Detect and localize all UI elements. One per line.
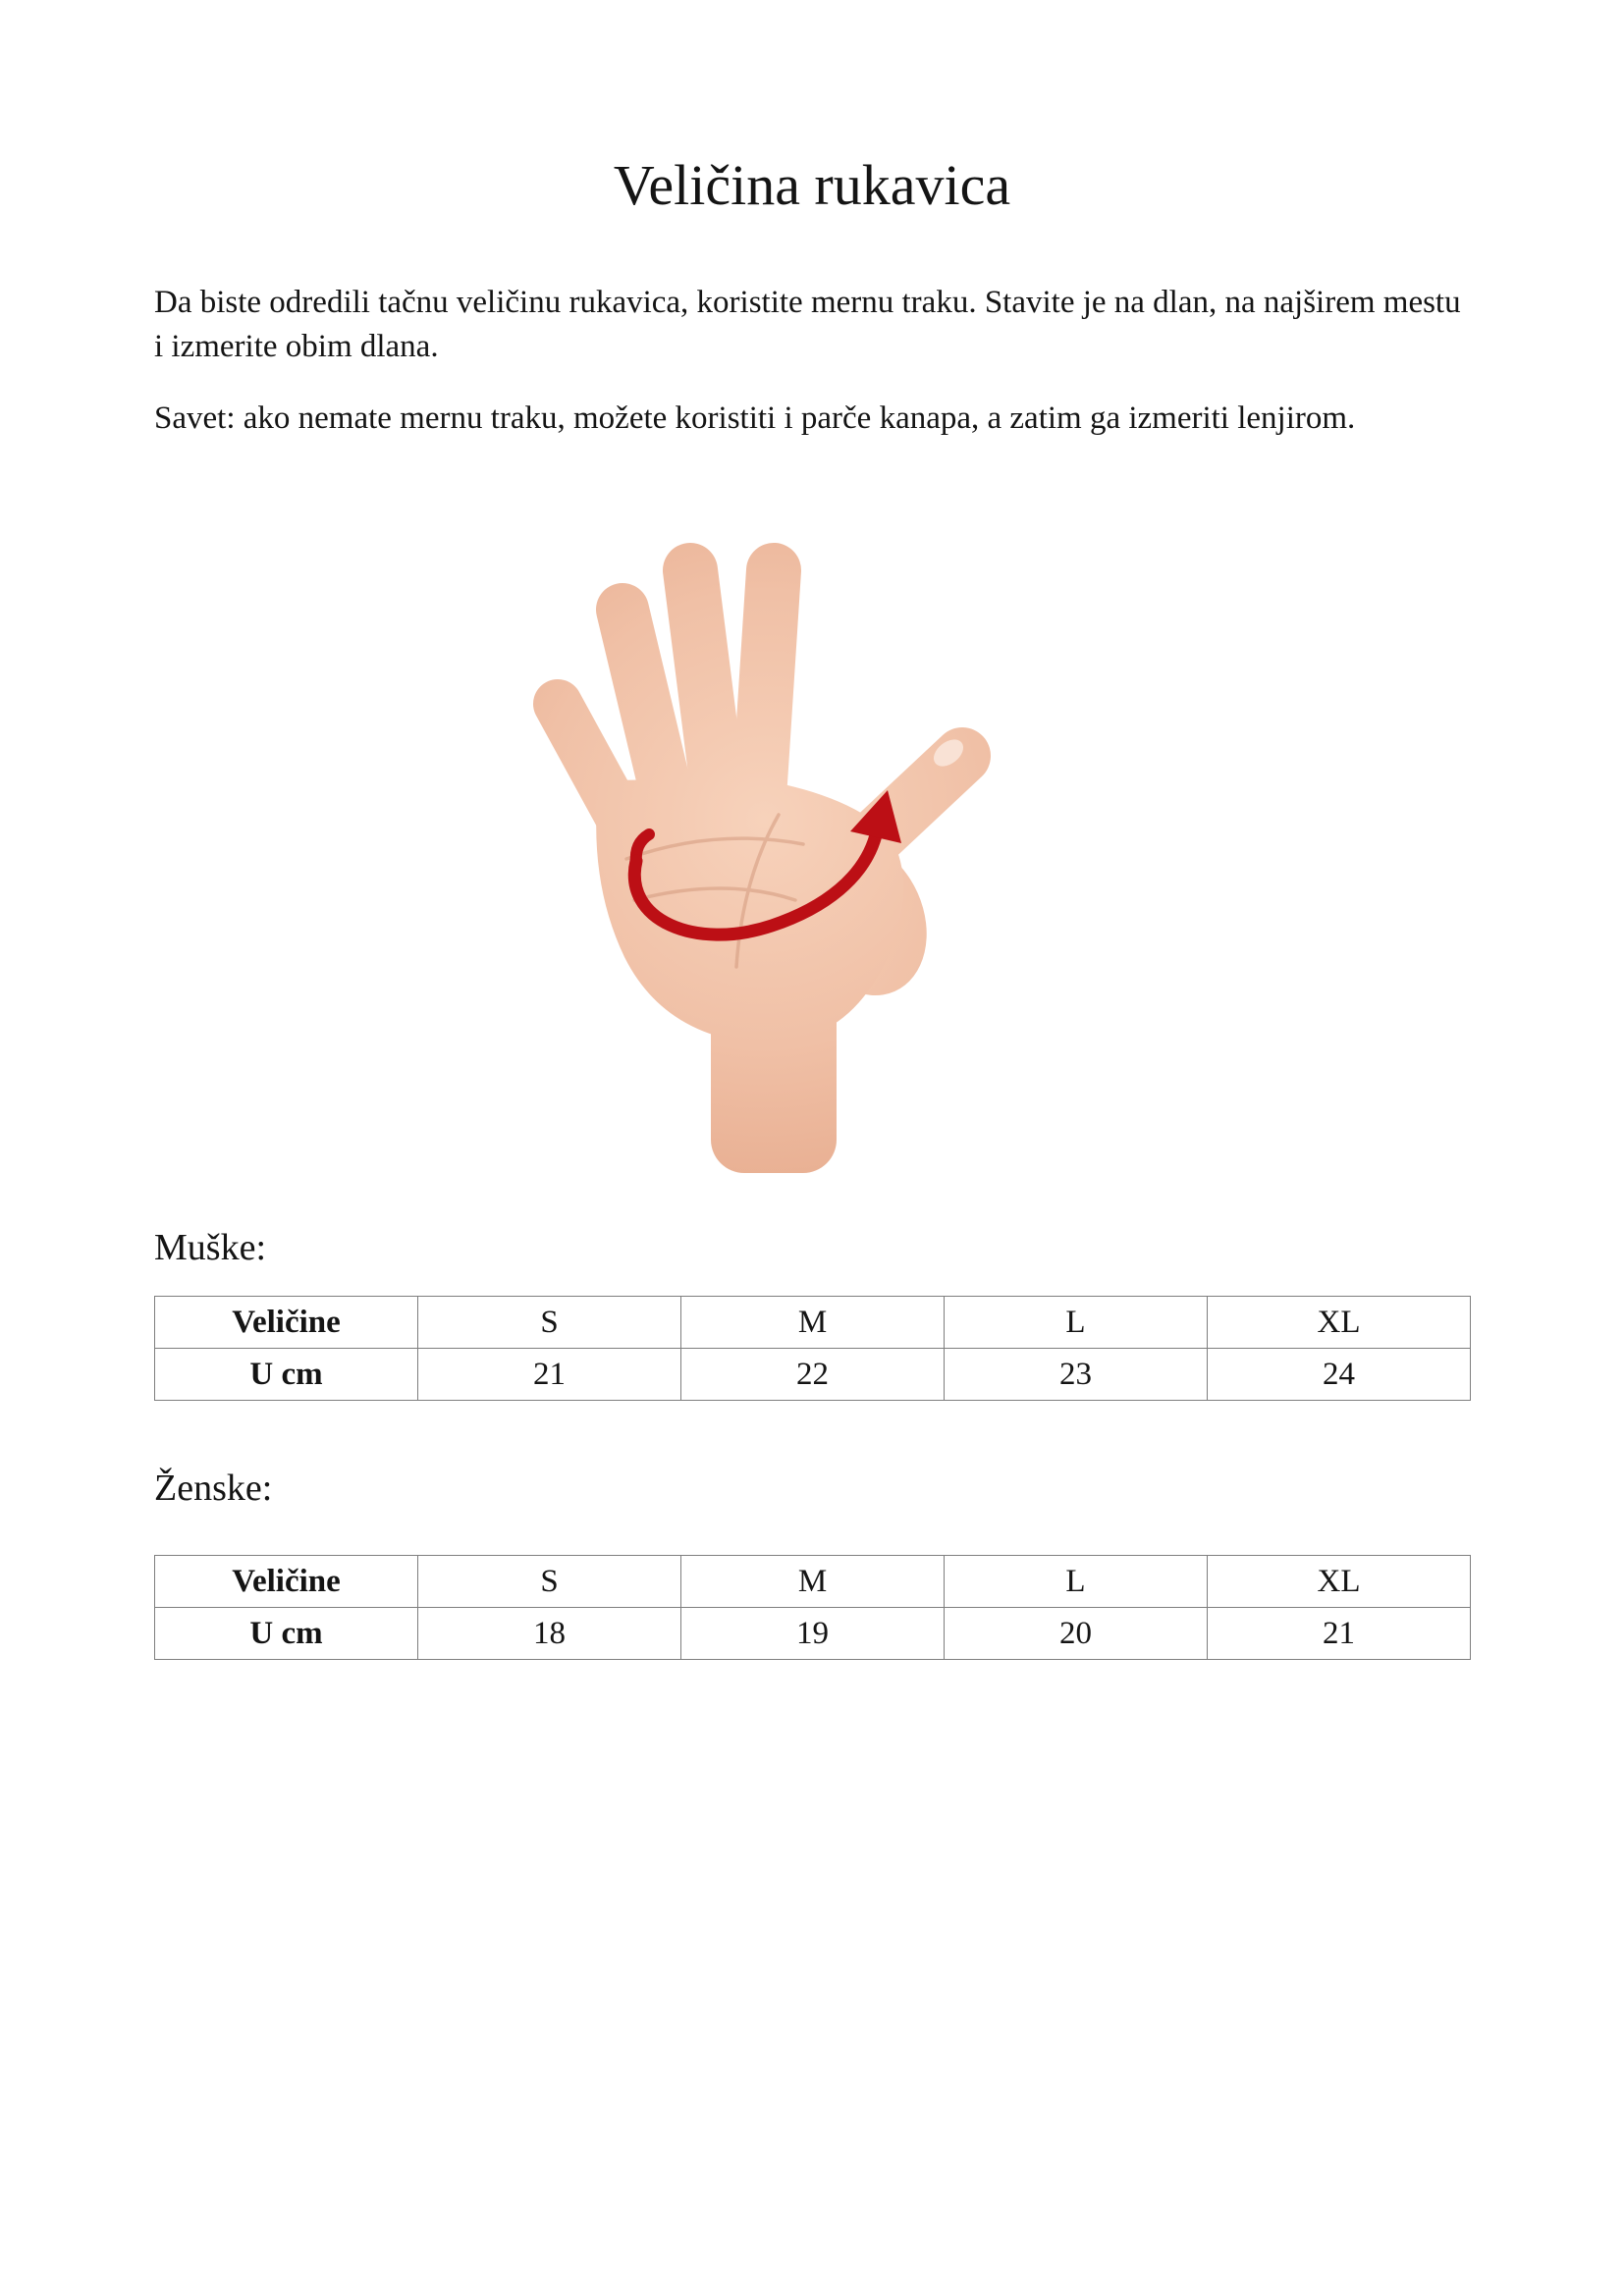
header-cell-l: L	[945, 1556, 1208, 1608]
table-row	[155, 1349, 1471, 1401]
value-cell: 24	[1208, 1349, 1471, 1401]
table-header-row	[155, 1297, 1471, 1349]
men-section-label: Muške:	[154, 1227, 266, 1268]
header-cell-xl: XL	[1208, 1556, 1471, 1608]
header-cell-xl: XL	[1208, 1297, 1471, 1349]
value-cell: 23	[945, 1349, 1208, 1401]
value-cell: 21	[418, 1349, 681, 1401]
women-size-table	[154, 1555, 1471, 1660]
value-cell: 18	[418, 1608, 681, 1660]
men-size-table	[154, 1296, 1471, 1401]
women-section-label: Ženske:	[154, 1468, 273, 1509]
intro-paragraph: Da biste odredili tačnu veličinu rukavica, koristite mernu traku. Stavite je na dlan, na najširem mestu i izmerite obim dlana.	[154, 285, 1461, 364]
row-label-cell: U cm	[155, 1349, 418, 1401]
header-cell-s: S	[418, 1556, 681, 1608]
value-cell: 22	[681, 1349, 945, 1401]
header-cell-m: M	[681, 1297, 945, 1349]
header-cell-sizes: Veličine	[155, 1297, 418, 1349]
page-title: Veličina rukavica	[613, 153, 1011, 217]
header-cell-sizes: Veličine	[155, 1556, 418, 1608]
tip-paragraph: Savet: ako nemate mernu traku, možete koristiti i parče kanapa, a zatim ga izmeriti lenjirom.	[154, 400, 1356, 436]
value-cell: 21	[1208, 1608, 1471, 1660]
row-label-cell: U cm	[155, 1608, 418, 1660]
header-cell-l: L	[945, 1297, 1208, 1349]
hand-measurement-illustration	[479, 535, 1123, 1173]
value-cell: 20	[945, 1608, 1208, 1660]
header-cell-m: M	[681, 1556, 945, 1608]
hand-shape	[558, 570, 968, 1173]
table-header-row	[155, 1556, 1471, 1608]
header-cell-s: S	[418, 1297, 681, 1349]
value-cell: 19	[681, 1608, 945, 1660]
table-row	[155, 1608, 1471, 1660]
